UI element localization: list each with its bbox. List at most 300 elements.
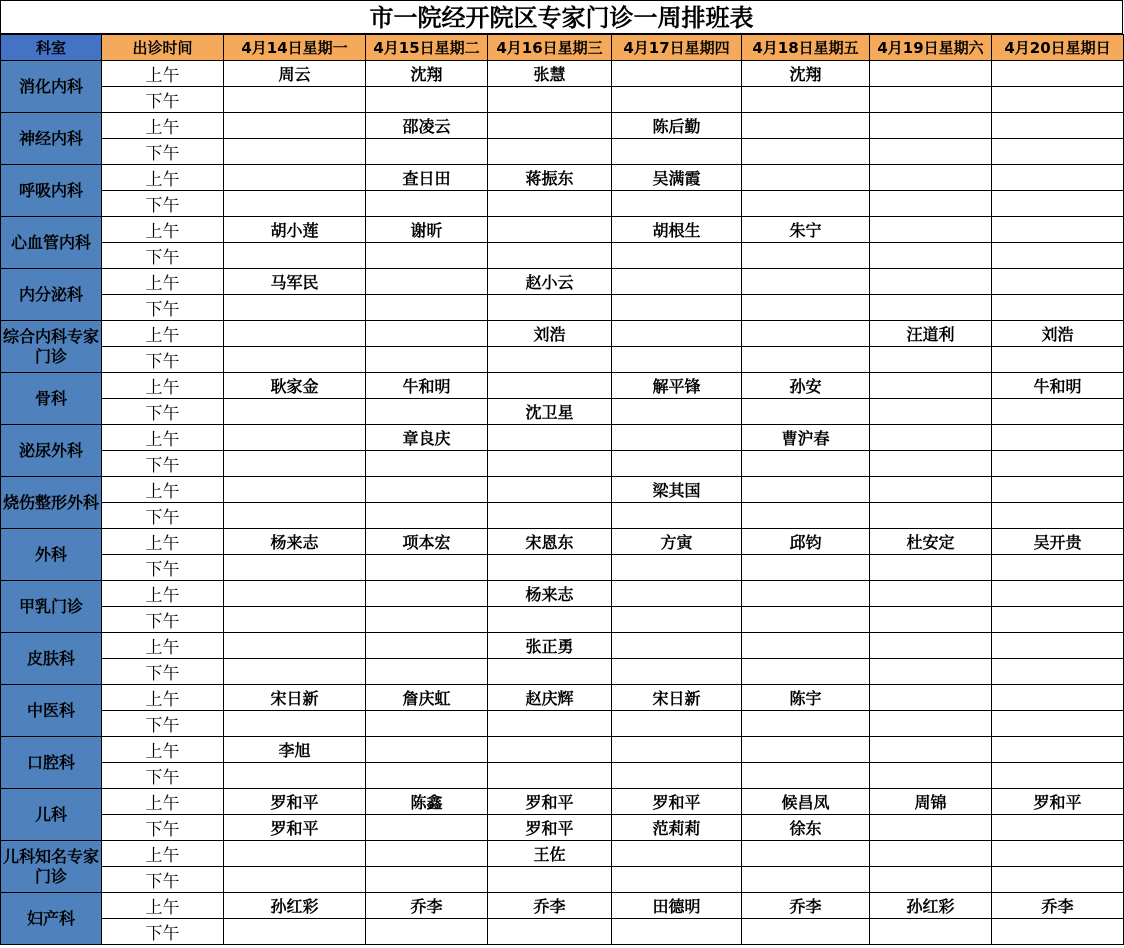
doctor-cell[interactable]: [742, 347, 870, 373]
header-day[interactable]: 4月14日星期一: [224, 35, 366, 61]
doctor-cell[interactable]: 牛和明: [366, 373, 488, 399]
doctor-cell[interactable]: 候昌凤: [742, 789, 870, 815]
doctor-cell[interactable]: 田德明: [612, 893, 742, 919]
period-cell[interactable]: 下午: [102, 191, 224, 217]
period-cell[interactable]: 上午: [102, 685, 224, 711]
period-cell[interactable]: 上午: [102, 425, 224, 451]
doctor-cell[interactable]: [488, 217, 612, 243]
period-cell[interactable]: 上午: [102, 61, 224, 87]
doctor-cell[interactable]: [224, 477, 366, 503]
doctor-cell[interactable]: [992, 61, 1124, 87]
doctor-cell[interactable]: [612, 763, 742, 789]
doctor-cell[interactable]: 沈翔: [366, 61, 488, 87]
doctor-cell[interactable]: [366, 191, 488, 217]
doctor-cell[interactable]: 杜安定: [870, 529, 992, 555]
doctor-cell[interactable]: 胡小莲: [224, 217, 366, 243]
doctor-cell[interactable]: [612, 737, 742, 763]
doctor-cell[interactable]: [992, 217, 1124, 243]
doctor-cell[interactable]: 曹沪春: [742, 425, 870, 451]
period-cell[interactable]: 上午: [102, 633, 224, 659]
doctor-cell[interactable]: [870, 113, 992, 139]
doctor-cell[interactable]: 梁其国: [612, 477, 742, 503]
period-cell[interactable]: 下午: [102, 139, 224, 165]
doctor-cell[interactable]: [992, 477, 1124, 503]
doctor-cell[interactable]: [224, 139, 366, 165]
doctor-cell[interactable]: [870, 373, 992, 399]
doctor-cell[interactable]: [992, 581, 1124, 607]
doctor-cell[interactable]: [992, 815, 1124, 841]
doctor-cell[interactable]: [488, 139, 612, 165]
department-cell[interactable]: 外科: [1, 529, 102, 581]
doctor-cell[interactable]: 解平锋: [612, 373, 742, 399]
doctor-cell[interactable]: [742, 243, 870, 269]
doctor-cell[interactable]: [224, 87, 366, 113]
doctor-cell[interactable]: [224, 867, 366, 893]
doctor-cell[interactable]: 詹庆虹: [366, 685, 488, 711]
doctor-cell[interactable]: [870, 633, 992, 659]
doctor-cell[interactable]: 范莉莉: [612, 815, 742, 841]
doctor-cell[interactable]: [870, 295, 992, 321]
doctor-cell[interactable]: [870, 191, 992, 217]
doctor-cell[interactable]: 宋日新: [612, 685, 742, 711]
period-cell[interactable]: 上午: [102, 893, 224, 919]
period-cell[interactable]: 上午: [102, 113, 224, 139]
doctor-cell[interactable]: [992, 425, 1124, 451]
doctor-cell[interactable]: 罗和平: [224, 815, 366, 841]
doctor-cell[interactable]: [992, 633, 1124, 659]
doctor-cell[interactable]: 罗和平: [488, 815, 612, 841]
doctor-cell[interactable]: [992, 243, 1124, 269]
doctor-cell[interactable]: [742, 841, 870, 867]
doctor-cell[interactable]: [870, 841, 992, 867]
doctor-cell[interactable]: [488, 737, 612, 763]
doctor-cell[interactable]: [224, 451, 366, 477]
doctor-cell[interactable]: [224, 425, 366, 451]
doctor-cell[interactable]: [742, 295, 870, 321]
doctor-cell[interactable]: [612, 867, 742, 893]
period-cell[interactable]: 下午: [102, 503, 224, 529]
doctor-cell[interactable]: 赵小云: [488, 269, 612, 295]
doctor-cell[interactable]: 孙红彩: [870, 893, 992, 919]
doctor-cell[interactable]: [870, 61, 992, 87]
doctor-cell[interactable]: [224, 113, 366, 139]
doctor-cell[interactable]: [224, 711, 366, 737]
doctor-cell[interactable]: [488, 659, 612, 685]
doctor-cell[interactable]: 杨来志: [224, 529, 366, 555]
doctor-cell[interactable]: [488, 191, 612, 217]
doctor-cell[interactable]: [366, 815, 488, 841]
doctor-cell[interactable]: [742, 477, 870, 503]
period-cell[interactable]: 下午: [102, 659, 224, 685]
period-cell[interactable]: 上午: [102, 321, 224, 347]
doctor-cell[interactable]: [612, 555, 742, 581]
doctor-cell[interactable]: [488, 503, 612, 529]
doctor-cell[interactable]: [870, 477, 992, 503]
doctor-cell[interactable]: [742, 737, 870, 763]
department-cell[interactable]: 皮肤科: [1, 633, 102, 685]
doctor-cell[interactable]: [366, 737, 488, 763]
doctor-cell[interactable]: 宋日新: [224, 685, 366, 711]
doctor-cell[interactable]: [992, 87, 1124, 113]
doctor-cell[interactable]: [488, 451, 612, 477]
doctor-cell[interactable]: 孙红彩: [224, 893, 366, 919]
doctor-cell[interactable]: 牛和明: [992, 373, 1124, 399]
doctor-cell[interactable]: 吴满霞: [612, 165, 742, 191]
doctor-cell[interactable]: 陈后勤: [612, 113, 742, 139]
doctor-cell[interactable]: [742, 451, 870, 477]
doctor-cell[interactable]: [742, 399, 870, 425]
doctor-cell[interactable]: [488, 347, 612, 373]
header-day[interactable]: 4月16日星期三: [488, 35, 612, 61]
doctor-cell[interactable]: 王佐: [488, 841, 612, 867]
doctor-cell[interactable]: [870, 685, 992, 711]
doctor-cell[interactable]: 胡根生: [612, 217, 742, 243]
doctor-cell[interactable]: [870, 269, 992, 295]
department-cell[interactable]: 中医科: [1, 685, 102, 737]
doctor-cell[interactable]: 乔李: [992, 893, 1124, 919]
doctor-cell[interactable]: [870, 87, 992, 113]
period-cell[interactable]: 下午: [102, 763, 224, 789]
doctor-cell[interactable]: [224, 659, 366, 685]
doctor-cell[interactable]: [870, 503, 992, 529]
doctor-cell[interactable]: [612, 399, 742, 425]
doctor-cell[interactable]: [612, 581, 742, 607]
doctor-cell[interactable]: [612, 269, 742, 295]
doctor-cell[interactable]: 朱宁: [742, 217, 870, 243]
period-cell[interactable]: 下午: [102, 607, 224, 633]
doctor-cell[interactable]: [992, 295, 1124, 321]
doctor-cell[interactable]: [992, 451, 1124, 477]
doctor-cell[interactable]: 马军民: [224, 269, 366, 295]
doctor-cell[interactable]: [488, 113, 612, 139]
doctor-cell[interactable]: [612, 451, 742, 477]
department-cell[interactable]: 儿科知名专家门诊: [1, 841, 102, 893]
doctor-cell[interactable]: [870, 815, 992, 841]
doctor-cell[interactable]: [992, 685, 1124, 711]
doctor-cell[interactable]: [612, 659, 742, 685]
doctor-cell[interactable]: 邱钧: [742, 529, 870, 555]
doctor-cell[interactable]: [870, 659, 992, 685]
doctor-cell[interactable]: [870, 165, 992, 191]
doctor-cell[interactable]: [742, 607, 870, 633]
period-cell[interactable]: 上午: [102, 269, 224, 295]
doctor-cell[interactable]: [612, 607, 742, 633]
doctor-cell[interactable]: 陈鑫: [366, 789, 488, 815]
doctor-cell[interactable]: [870, 867, 992, 893]
doctor-cell[interactable]: [366, 477, 488, 503]
period-cell[interactable]: 下午: [102, 399, 224, 425]
doctor-cell[interactable]: [742, 555, 870, 581]
doctor-cell[interactable]: [366, 321, 488, 347]
doctor-cell[interactable]: [992, 607, 1124, 633]
period-cell[interactable]: 上午: [102, 841, 224, 867]
period-cell[interactable]: 下午: [102, 243, 224, 269]
doctor-cell[interactable]: [742, 269, 870, 295]
period-cell[interactable]: 上午: [102, 737, 224, 763]
doctor-cell[interactable]: [992, 841, 1124, 867]
department-cell[interactable]: 泌尿外科: [1, 425, 102, 477]
department-cell[interactable]: 呼吸内科: [1, 165, 102, 217]
doctor-cell[interactable]: [366, 763, 488, 789]
header-day[interactable]: 4月17日星期四: [612, 35, 742, 61]
doctor-cell[interactable]: 章良庆: [366, 425, 488, 451]
doctor-cell[interactable]: [366, 347, 488, 373]
doctor-cell[interactable]: [992, 503, 1124, 529]
doctor-cell[interactable]: [612, 139, 742, 165]
table-row: [1, 581, 1124, 607]
doctor-cell[interactable]: [366, 269, 488, 295]
doctor-cell[interactable]: [224, 191, 366, 217]
doctor-cell[interactable]: 乔李: [366, 893, 488, 919]
doctor-cell[interactable]: [742, 711, 870, 737]
doctor-cell[interactable]: 谢昕: [366, 217, 488, 243]
department-cell[interactable]: 神经内科: [1, 113, 102, 165]
doctor-cell[interactable]: [612, 243, 742, 269]
doctor-cell[interactable]: [488, 555, 612, 581]
doctor-cell[interactable]: 乔李: [488, 893, 612, 919]
doctor-cell[interactable]: [224, 295, 366, 321]
doctor-cell[interactable]: [366, 555, 488, 581]
period-cell[interactable]: 下午: [102, 815, 224, 841]
doctor-cell[interactable]: 徐东: [742, 815, 870, 841]
doctor-cell[interactable]: [612, 295, 742, 321]
doctor-cell[interactable]: 刘浩: [488, 321, 612, 347]
doctor-cell[interactable]: [224, 347, 366, 373]
doctor-cell[interactable]: [488, 919, 612, 945]
period-cell[interactable]: 上午: [102, 581, 224, 607]
doctor-cell[interactable]: 张正勇: [488, 633, 612, 659]
doctor-cell[interactable]: [488, 425, 612, 451]
doctor-cell[interactable]: [612, 321, 742, 347]
doctor-cell[interactable]: [366, 243, 488, 269]
doctor-cell[interactable]: [992, 191, 1124, 217]
doctor-cell[interactable]: [488, 243, 612, 269]
doctor-cell[interactable]: [742, 191, 870, 217]
doctor-cell[interactable]: 方寅: [612, 529, 742, 555]
doctor-cell[interactable]: [992, 711, 1124, 737]
doctor-cell[interactable]: 宋恩东: [488, 529, 612, 555]
doctor-cell[interactable]: [742, 867, 870, 893]
doctor-cell[interactable]: [488, 711, 612, 737]
doctor-cell[interactable]: 刘浩: [992, 321, 1124, 347]
doctor-cell[interactable]: [870, 711, 992, 737]
doctor-cell[interactable]: [742, 321, 870, 347]
doctor-cell[interactable]: 蒋振东: [488, 165, 612, 191]
doctor-cell[interactable]: [742, 503, 870, 529]
doctor-cell[interactable]: 乔李: [742, 893, 870, 919]
doctor-cell[interactable]: [612, 191, 742, 217]
doctor-cell[interactable]: [742, 581, 870, 607]
doctor-cell[interactable]: [366, 581, 488, 607]
doctor-cell[interactable]: 张慧: [488, 61, 612, 87]
doctor-cell[interactable]: [870, 139, 992, 165]
doctor-cell[interactable]: [488, 295, 612, 321]
doctor-cell[interactable]: [742, 763, 870, 789]
doctor-cell[interactable]: [366, 711, 488, 737]
doctor-cell[interactable]: 邵凌云: [366, 113, 488, 139]
doctor-cell[interactable]: [992, 659, 1124, 685]
doctor-cell[interactable]: [366, 87, 488, 113]
doctor-cell[interactable]: 项本宏: [366, 529, 488, 555]
period-cell[interactable]: 下午: [102, 867, 224, 893]
doctor-cell[interactable]: [742, 919, 870, 945]
doctor-cell[interactable]: [742, 87, 870, 113]
department-cell[interactable]: 心血管内科: [1, 217, 102, 269]
department-cell[interactable]: 骨科: [1, 373, 102, 425]
doctor-cell[interactable]: 罗和平: [488, 789, 612, 815]
doctor-cell[interactable]: [224, 633, 366, 659]
doctor-cell[interactable]: [224, 503, 366, 529]
doctor-cell[interactable]: [870, 347, 992, 373]
header-time[interactable]: 出诊时间: [102, 35, 224, 61]
period-cell[interactable]: 上午: [102, 217, 224, 243]
doctor-cell[interactable]: [992, 165, 1124, 191]
doctor-cell[interactable]: [366, 399, 488, 425]
doctor-cell[interactable]: [488, 763, 612, 789]
doctor-cell[interactable]: [366, 503, 488, 529]
doctor-cell[interactable]: [992, 399, 1124, 425]
doctor-cell[interactable]: [992, 555, 1124, 581]
doctor-cell[interactable]: [870, 919, 992, 945]
doctor-cell[interactable]: [742, 139, 870, 165]
department-cell[interactable]: 口腔科: [1, 737, 102, 789]
header-dept[interactable]: 科室: [1, 35, 102, 61]
doctor-cell[interactable]: [488, 477, 612, 503]
header-day[interactable]: 4月18日星期五: [742, 35, 870, 61]
doctor-cell[interactable]: [870, 451, 992, 477]
doctor-cell[interactable]: [366, 659, 488, 685]
doctor-cell[interactable]: [870, 425, 992, 451]
doctor-cell[interactable]: [992, 763, 1124, 789]
period-cell[interactable]: 下午: [102, 711, 224, 737]
department-cell[interactable]: 烧伤整形外科: [1, 477, 102, 529]
department-cell[interactable]: 内分泌科: [1, 269, 102, 321]
period-cell[interactable]: 下午: [102, 347, 224, 373]
doctor-cell[interactable]: [870, 763, 992, 789]
doctor-cell[interactable]: [366, 633, 488, 659]
doctor-cell[interactable]: [224, 321, 366, 347]
header-day[interactable]: 4月15日星期二: [366, 35, 488, 61]
doctor-cell[interactable]: [870, 737, 992, 763]
doctor-cell[interactable]: 汪道利: [870, 321, 992, 347]
doctor-cell[interactable]: [870, 217, 992, 243]
period-cell[interactable]: 上午: [102, 789, 224, 815]
doctor-cell[interactable]: [612, 503, 742, 529]
header-day[interactable]: 4月19日星期六: [870, 35, 992, 61]
doctor-cell[interactable]: [870, 555, 992, 581]
doctor-cell[interactable]: 李旭: [224, 737, 366, 763]
doctor-cell[interactable]: [612, 347, 742, 373]
doctor-cell[interactable]: [742, 113, 870, 139]
department-cell[interactable]: 甲乳门诊: [1, 581, 102, 633]
doctor-cell[interactable]: 杨来志: [488, 581, 612, 607]
doctor-cell[interactable]: 罗和平: [612, 789, 742, 815]
doctor-cell[interactable]: 孙安: [742, 373, 870, 399]
doctor-cell[interactable]: 周锦: [870, 789, 992, 815]
doctor-cell[interactable]: [366, 295, 488, 321]
period-cell[interactable]: 下午: [102, 451, 224, 477]
doctor-cell[interactable]: [612, 841, 742, 867]
department-cell[interactable]: 儿科: [1, 789, 102, 841]
doctor-cell[interactable]: [612, 87, 742, 113]
doctor-cell[interactable]: [992, 113, 1124, 139]
doctor-cell[interactable]: [366, 841, 488, 867]
doctor-cell[interactable]: [366, 139, 488, 165]
doctor-cell[interactable]: [870, 607, 992, 633]
doctor-cell[interactable]: [224, 841, 366, 867]
doctor-cell[interactable]: [224, 165, 366, 191]
doctor-cell[interactable]: [742, 165, 870, 191]
doctor-cell[interactable]: 罗和平: [224, 789, 366, 815]
doctor-cell[interactable]: 沈翔: [742, 61, 870, 87]
doctor-cell[interactable]: [488, 607, 612, 633]
doctor-cell[interactable]: [366, 451, 488, 477]
doctor-cell[interactable]: [366, 867, 488, 893]
doctor-cell[interactable]: 陈宇: [742, 685, 870, 711]
doctor-cell[interactable]: [224, 243, 366, 269]
period-cell[interactable]: 下午: [102, 555, 224, 581]
period-cell[interactable]: 上午: [102, 373, 224, 399]
doctor-cell[interactable]: [992, 269, 1124, 295]
department-cell[interactable]: 消化内科: [1, 61, 102, 113]
doctor-cell[interactable]: [612, 919, 742, 945]
doctor-cell[interactable]: 周云: [224, 61, 366, 87]
period-cell[interactable]: 下午: [102, 919, 224, 945]
doctor-cell[interactable]: [742, 659, 870, 685]
doctor-cell[interactable]: [224, 399, 366, 425]
doctor-cell[interactable]: [992, 919, 1124, 945]
doctor-cell[interactable]: [612, 633, 742, 659]
department-cell[interactable]: 妇产科: [1, 893, 102, 945]
doctor-cell[interactable]: [992, 139, 1124, 165]
doctor-cell[interactable]: [742, 633, 870, 659]
period-cell[interactable]: 上午: [102, 529, 224, 555]
doctor-cell[interactable]: 罗和平: [992, 789, 1124, 815]
doctor-cell[interactable]: [992, 737, 1124, 763]
department-cell[interactable]: 综合内科专家门诊: [1, 321, 102, 373]
doctor-cell[interactable]: [992, 867, 1124, 893]
doctor-cell[interactable]: [612, 425, 742, 451]
table-row: [1, 737, 1124, 763]
doctor-cell[interactable]: [224, 555, 366, 581]
doctor-cell[interactable]: [224, 581, 366, 607]
doctor-cell[interactable]: 赵庆辉: [488, 685, 612, 711]
period-cell[interactable]: 上午: [102, 477, 224, 503]
doctor-cell[interactable]: 耿家金: [224, 373, 366, 399]
period-cell[interactable]: 下午: [102, 87, 224, 113]
doctor-cell[interactable]: [612, 61, 742, 87]
doctor-cell[interactable]: [992, 347, 1124, 373]
doctor-cell[interactable]: 查日田: [366, 165, 488, 191]
doctor-cell[interactable]: [488, 87, 612, 113]
doctor-cell[interactable]: 沈卫星: [488, 399, 612, 425]
period-cell[interactable]: 上午: [102, 165, 224, 191]
doctor-cell[interactable]: [488, 373, 612, 399]
period-cell[interactable]: 下午: [102, 295, 224, 321]
doctor-cell[interactable]: [870, 581, 992, 607]
doctor-cell[interactable]: [224, 763, 366, 789]
doctor-cell[interactable]: [612, 711, 742, 737]
doctor-cell[interactable]: 吴开贵: [992, 529, 1124, 555]
doctor-cell[interactable]: [366, 919, 488, 945]
doctor-cell[interactable]: [870, 399, 992, 425]
doctor-cell[interactable]: [224, 919, 366, 945]
doctor-cell[interactable]: [224, 607, 366, 633]
doctor-cell[interactable]: [488, 867, 612, 893]
header-day[interactable]: 4月20日星期日: [992, 35, 1124, 61]
doctor-cell[interactable]: [366, 607, 488, 633]
doctor-cell[interactable]: [870, 243, 992, 269]
